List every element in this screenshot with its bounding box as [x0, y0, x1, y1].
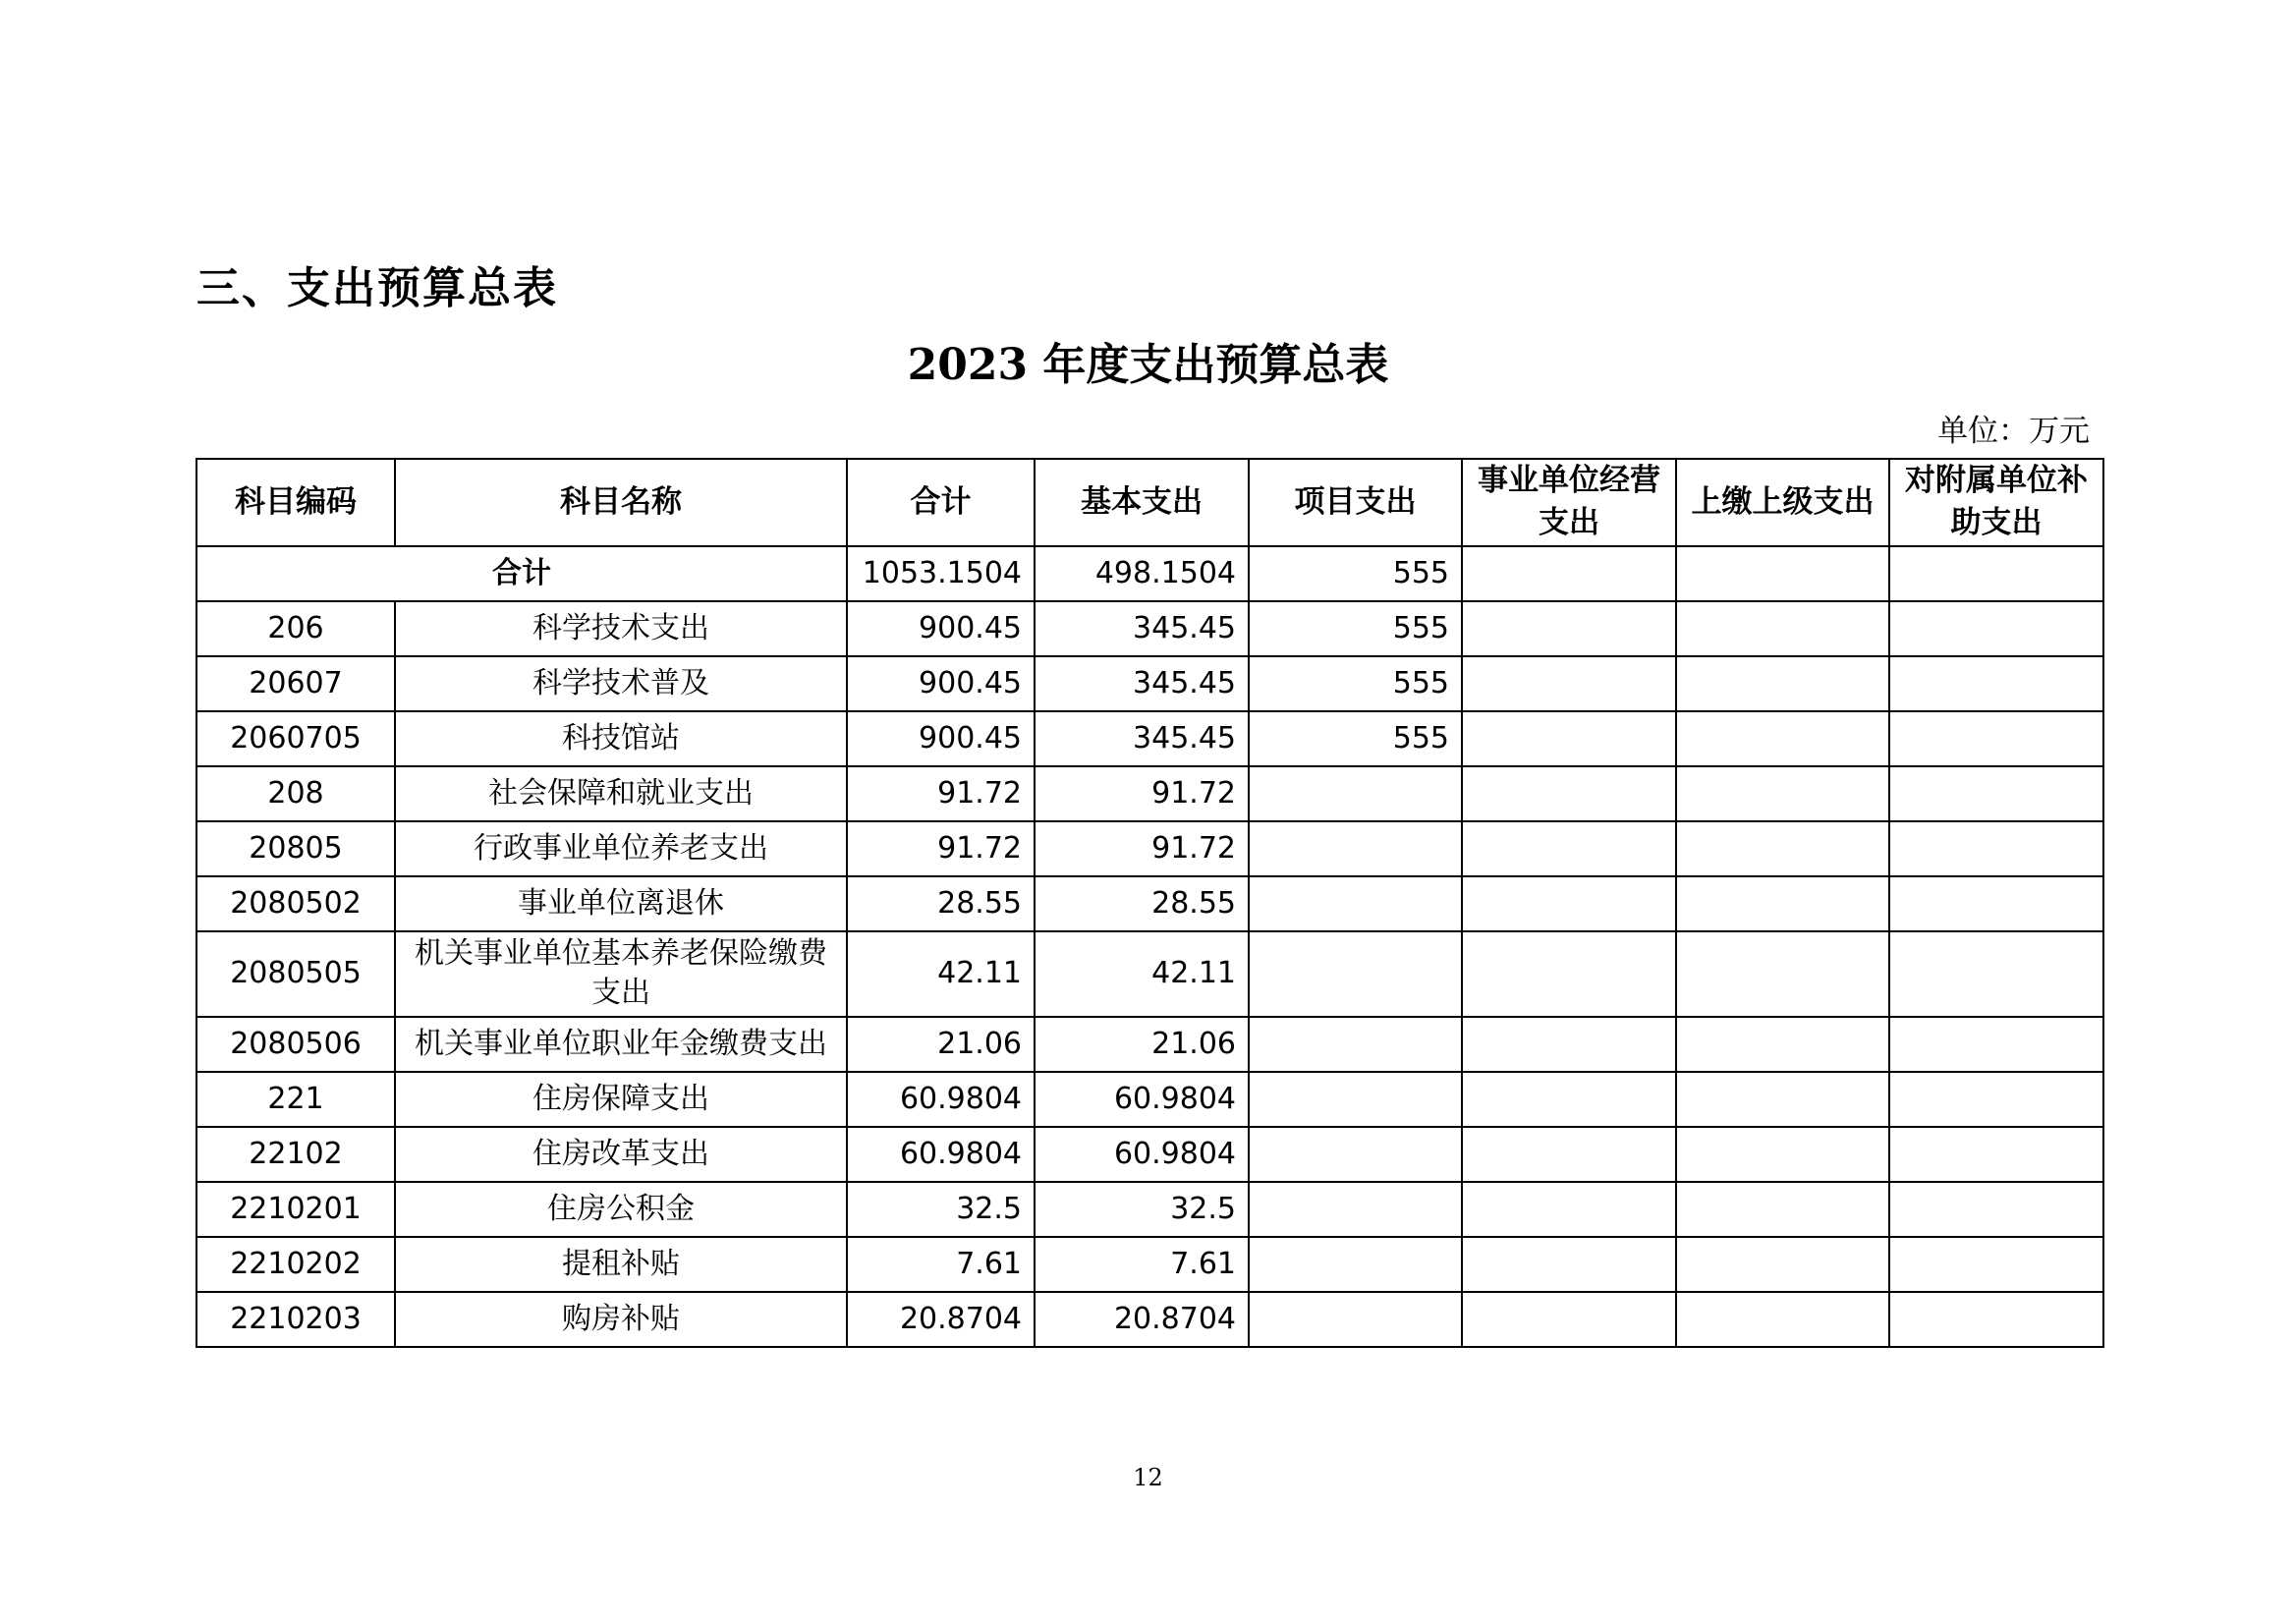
cell-project [1249, 1237, 1462, 1292]
cell-total: 60.9804 [847, 1127, 1035, 1182]
cell-project [1249, 1072, 1462, 1127]
cell-basic: 345.45 [1035, 601, 1249, 656]
cell-project: 555 [1249, 711, 1462, 766]
cell-operating [1462, 1072, 1676, 1127]
cell-basic: 345.45 [1035, 711, 1249, 766]
total-row [196, 546, 2103, 601]
header-basic: 基本支出 [1035, 459, 1249, 546]
cell-project [1249, 1127, 1462, 1182]
cell-upper [1676, 821, 1889, 876]
table-row [196, 876, 2103, 931]
cell-total: 32.5 [847, 1182, 1035, 1237]
cell-basic: 91.72 [1035, 821, 1249, 876]
cell-total: 28.55 [847, 876, 1035, 931]
cell-upper [1676, 876, 1889, 931]
cell-subsidiary [1889, 1127, 2103, 1182]
total-label: 合计 [196, 546, 847, 601]
cell-basic: 91.72 [1035, 766, 1249, 821]
cell-upper [1676, 1127, 1889, 1182]
cell-upper [1676, 766, 1889, 821]
cell-name: 科学技术普及 [395, 656, 847, 711]
cell-operating [1462, 1017, 1676, 1072]
cell-total: 20.8704 [847, 1292, 1035, 1347]
cell-subsidiary [1889, 1237, 2103, 1292]
header-total: 合计 [847, 459, 1035, 546]
cell-name: 事业单位离退休 [395, 876, 847, 931]
page-number: 12 [1133, 1464, 1163, 1491]
cell-operating [1462, 766, 1676, 821]
table-row [196, 1072, 2103, 1127]
cell-name: 购房补贴 [395, 1292, 847, 1347]
cell-operating [1462, 821, 1676, 876]
table-row [196, 1292, 2103, 1347]
cell-upper [1676, 1182, 1889, 1237]
cell-upper [1676, 601, 1889, 656]
budget-table [196, 458, 2104, 1348]
header-upper: 上缴上级支出 [1676, 459, 1889, 546]
cell-code: 2210203 [196, 1292, 395, 1347]
cell-upper [1676, 1072, 1889, 1127]
cell-name: 机关事业单位职业年金缴费支出 [395, 1017, 847, 1072]
cell-subsidiary [1889, 766, 2103, 821]
table-row [196, 1182, 2103, 1237]
cell-upper [1676, 711, 1889, 766]
cell-basic: 21.06 [1035, 1017, 1249, 1072]
document-title: 2023 年度支出预算总表 [907, 340, 1389, 390]
cell-basic: 7.61 [1035, 1237, 1249, 1292]
cell-subsidiary [1889, 1182, 2103, 1237]
cell-operating [1462, 876, 1676, 931]
cell-subsidiary [1889, 876, 2103, 931]
cell-total: 91.72 [847, 821, 1035, 876]
table-header-row [196, 459, 2103, 546]
cell-basic: 60.9804 [1035, 1127, 1249, 1182]
cell-basic: 28.55 [1035, 876, 1249, 931]
cell-project [1249, 1292, 1462, 1347]
cell-basic: 60.9804 [1035, 1072, 1249, 1127]
cell-subsidiary [1889, 1072, 2103, 1127]
total-subsidiary [1889, 546, 2103, 601]
cell-name: 科学技术支出 [395, 601, 847, 656]
cell-name: 行政事业单位养老支出 [395, 821, 847, 876]
cell-basic: 32.5 [1035, 1182, 1249, 1237]
header-code: 科目编码 [196, 459, 395, 546]
cell-operating [1462, 1292, 1676, 1347]
cell-name: 机关事业单位基本养老保险缴费支出 [395, 931, 847, 1017]
cell-upper [1676, 1237, 1889, 1292]
total-total: 1053.1504 [847, 546, 1035, 601]
table-row [196, 931, 2103, 1017]
cell-code: 2080502 [196, 876, 395, 931]
cell-subsidiary [1889, 1292, 2103, 1347]
table-row [196, 821, 2103, 876]
cell-operating [1462, 1237, 1676, 1292]
total-operating [1462, 546, 1676, 601]
total-basic: 498.1504 [1035, 546, 1249, 601]
table-row [196, 1237, 2103, 1292]
cell-operating [1462, 931, 1676, 1017]
cell-operating [1462, 656, 1676, 711]
cell-code: 2210202 [196, 1237, 395, 1292]
cell-name: 住房公积金 [395, 1182, 847, 1237]
cell-project: 555 [1249, 656, 1462, 711]
cell-total: 900.45 [847, 711, 1035, 766]
cell-project [1249, 1182, 1462, 1237]
cell-subsidiary [1889, 656, 2103, 711]
table-row [196, 1127, 2103, 1182]
cell-total: 21.06 [847, 1017, 1035, 1072]
header-project: 项目支出 [1249, 459, 1462, 546]
unit-note: 单位：万元 [1937, 414, 2090, 449]
cell-name: 住房改革支出 [395, 1127, 847, 1182]
table-row [196, 711, 2103, 766]
cell-basic: 20.8704 [1035, 1292, 1249, 1347]
cell-basic: 345.45 [1035, 656, 1249, 711]
cell-subsidiary [1889, 711, 2103, 766]
cell-operating [1462, 1127, 1676, 1182]
cell-subsidiary [1889, 821, 2103, 876]
cell-code: 20805 [196, 821, 395, 876]
cell-total: 900.45 [847, 601, 1035, 656]
cell-code: 206 [196, 601, 395, 656]
cell-subsidiary [1889, 1017, 2103, 1072]
header-operating: 事业单位经营支出 [1462, 459, 1676, 546]
cell-code: 22102 [196, 1127, 395, 1182]
cell-name: 社会保障和就业支出 [395, 766, 847, 821]
table-row [196, 1017, 2103, 1072]
cell-code: 221 [196, 1072, 395, 1127]
section-heading: 三、支出预算总表 [196, 263, 558, 313]
cell-project [1249, 821, 1462, 876]
cell-subsidiary [1889, 601, 2103, 656]
total-upper [1676, 546, 1889, 601]
cell-total: 60.9804 [847, 1072, 1035, 1127]
cell-operating [1462, 1182, 1676, 1237]
cell-project [1249, 1017, 1462, 1072]
cell-name: 科技馆站 [395, 711, 847, 766]
cell-name: 提租补贴 [395, 1237, 847, 1292]
cell-name: 住房保障支出 [395, 1072, 847, 1127]
table-row [196, 656, 2103, 711]
table-row [196, 601, 2103, 656]
cell-code: 2080505 [196, 931, 395, 1017]
cell-project: 555 [1249, 601, 1462, 656]
cell-upper [1676, 1017, 1889, 1072]
cell-total: 7.61 [847, 1237, 1035, 1292]
cell-total: 91.72 [847, 766, 1035, 821]
cell-operating [1462, 711, 1676, 766]
cell-basic: 42.11 [1035, 931, 1249, 1017]
cell-subsidiary [1889, 931, 2103, 1017]
cell-project [1249, 931, 1462, 1017]
total-project: 555 [1249, 546, 1462, 601]
cell-code: 208 [196, 766, 395, 821]
cell-code: 2080506 [196, 1017, 395, 1072]
cell-upper [1676, 931, 1889, 1017]
cell-total: 42.11 [847, 931, 1035, 1017]
cell-project [1249, 876, 1462, 931]
cell-upper [1676, 656, 1889, 711]
cell-code: 2210201 [196, 1182, 395, 1237]
table-row [196, 766, 2103, 821]
cell-code: 2060705 [196, 711, 395, 766]
header-subsidiary: 对附属单位补助支出 [1889, 459, 2103, 546]
header-name: 科目名称 [395, 459, 847, 546]
cell-code: 20607 [196, 656, 395, 711]
cell-upper [1676, 1292, 1889, 1347]
cell-total: 900.45 [847, 656, 1035, 711]
cell-operating [1462, 601, 1676, 656]
cell-project [1249, 766, 1462, 821]
